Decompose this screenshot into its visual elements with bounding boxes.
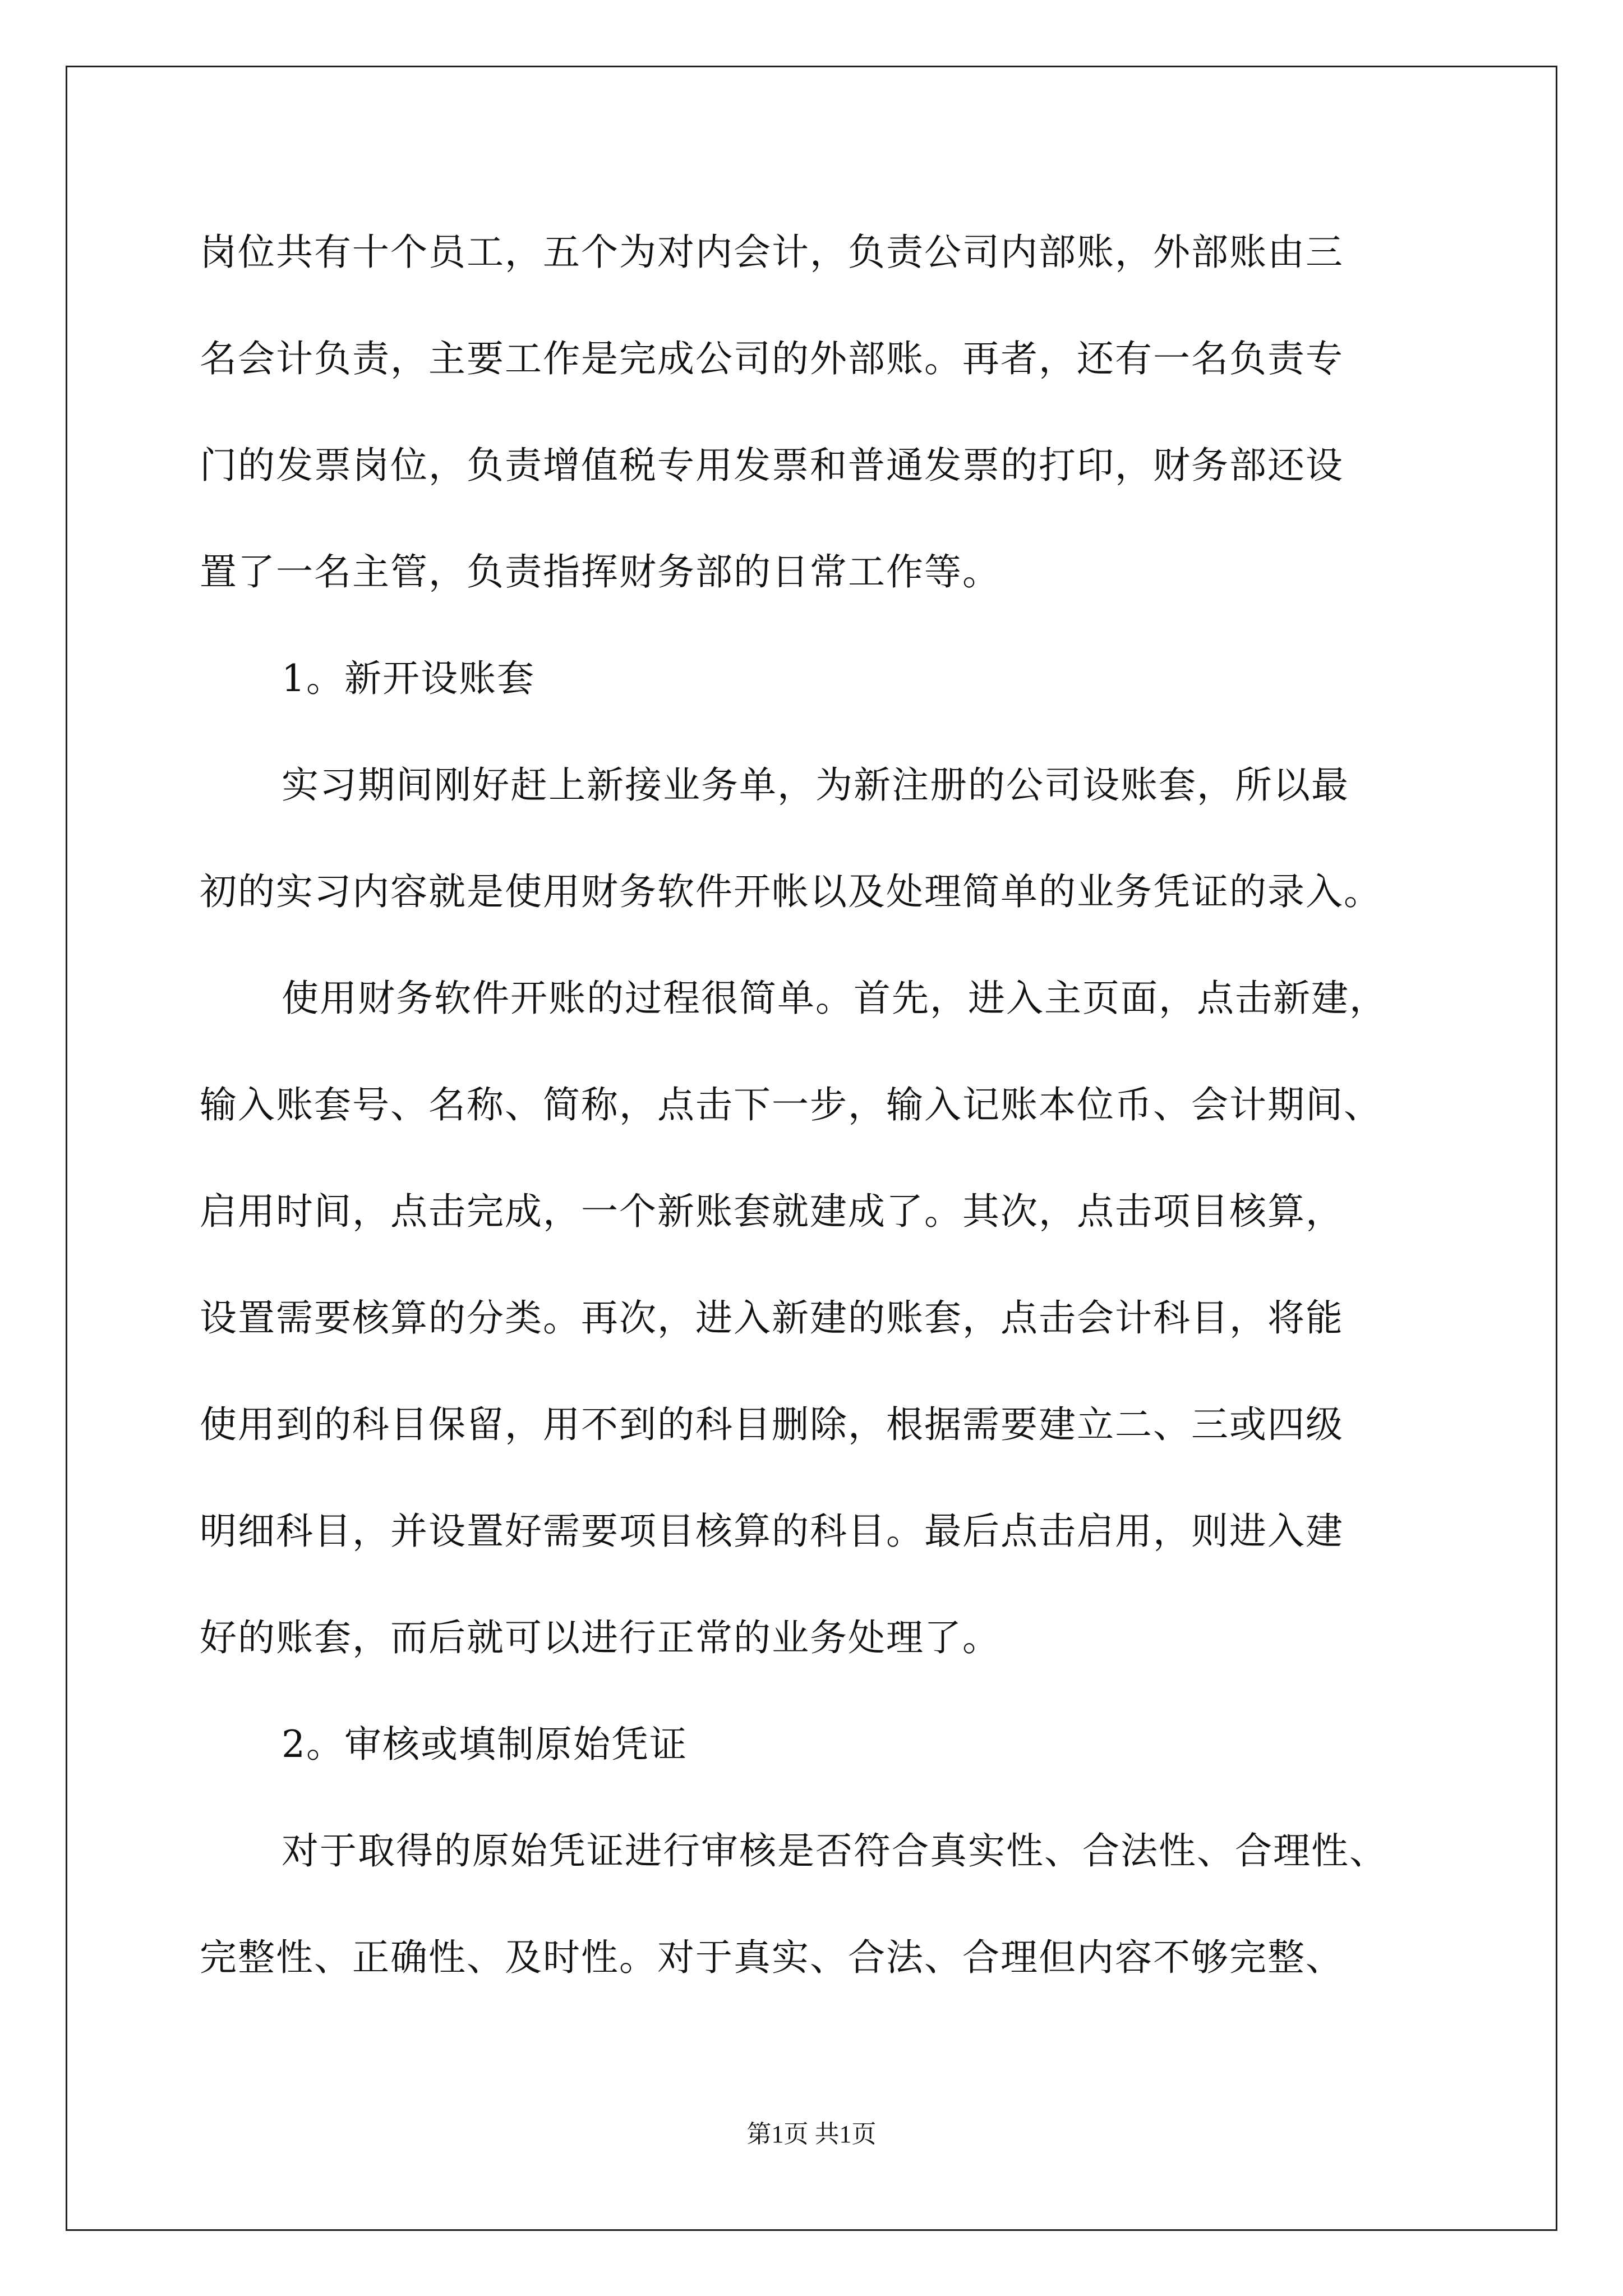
text-line: 设置需要核算的分类。再次，进入新建的账套，点击会计科目，将能 [200, 1296, 1344, 1340]
text-line: 好的账套，而后就可以进行正常的业务处理了。 [200, 1616, 1000, 1659]
text-line: 置了一名主管，负责指挥财务部的日常工作等。 [200, 550, 1000, 593]
page-footer: 第1页 共1页 [746, 2120, 877, 2148]
text-line: 初的实习内容就是使用财务软件开帐以及处理简单的业务凭证的录入。 [200, 870, 1382, 913]
text-line: 名会计负责，主要工作是完成公司的外部账。再者，还有一名负责专 [200, 337, 1344, 380]
text-line: 启用时间，点击完成，一个新账套就建成了。其次，点击项目核算， [200, 1190, 1344, 1233]
text-line: 对于取得的原始凭证进行审核是否符合真实性、合法性、合理性、 [282, 1829, 1387, 1872]
text-line: 使用财务软件开账的过程很简单。首先，进入主页面，点击新建， [282, 977, 1387, 1020]
text-line: 完整性、正确性、及时性。对于真实、合法、合理但内容不够完整、 [200, 1936, 1344, 1979]
text-line: 使用到的科目保留，用不到的科目删除，根据需要建立二、三或四级 [200, 1403, 1344, 1446]
text-line: 实习期间刚好赶上新接业务单，为新注册的公司设账套，所以最 [282, 763, 1349, 807]
section-heading: 1。新开设账套 [282, 657, 535, 700]
text-line: 门的发票岗位，负责增值税专用发票和普通发票的打印，财务部还设 [200, 444, 1344, 487]
text-line: 输入账套号、名称、简称，点击下一步，输入记账本位币、会计期间、 [200, 1083, 1382, 1126]
section-heading: 2。审核或填制原始凭证 [282, 1723, 688, 1766]
text-line: 岗位共有十个员工，五个为对内会计，负责公司内部账，外部账由三 [200, 231, 1344, 274]
text-line: 明细科目，并设置好需要项目核算的科目。最后点击启用，则进入建 [200, 1510, 1344, 1553]
document-body [200, 222, 1433, 2033]
